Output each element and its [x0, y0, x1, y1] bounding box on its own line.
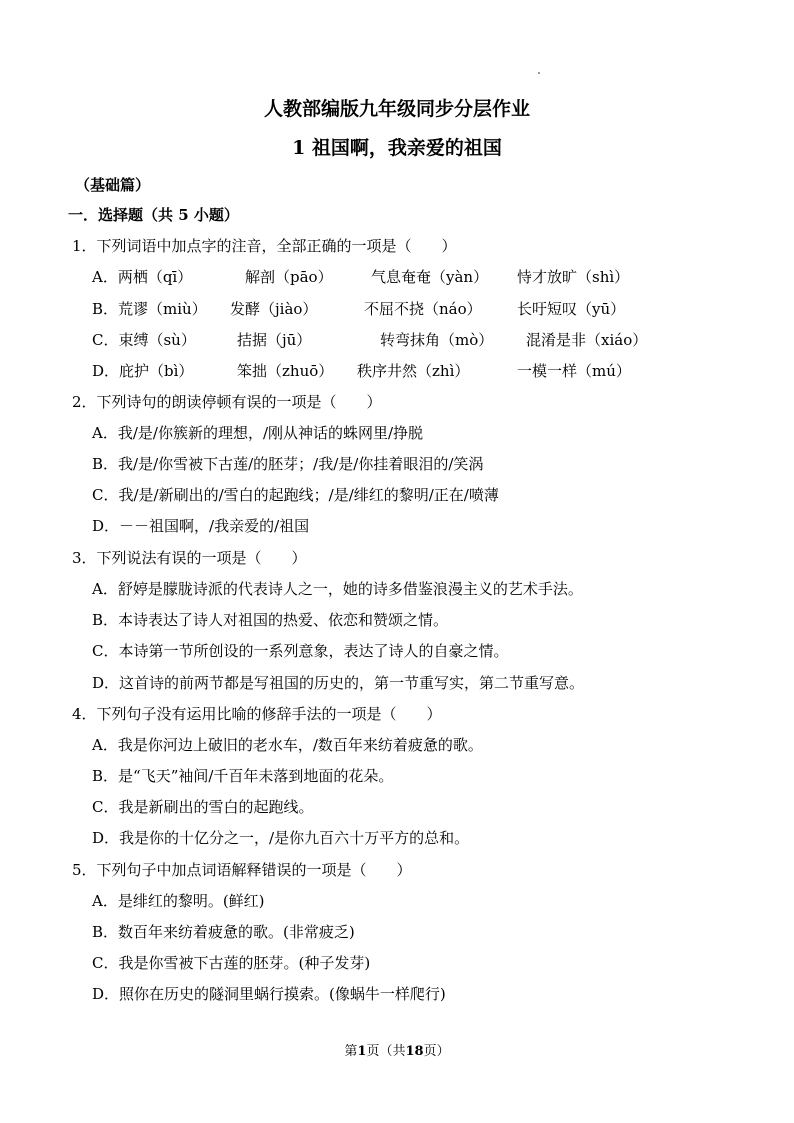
question-5-stem: 5．下列句子中加点词语解释错误的一项是（ ）	[72, 861, 412, 879]
option: B．荒谬（miù）	[92, 300, 207, 318]
question-3-stem: 3．下列说法有误的一项是（ ）	[72, 549, 307, 567]
scan-dot	[538, 72, 540, 74]
question-1-row-d	[92, 361, 692, 381]
question-3-option-d: D．这首诗的前两节都是写祖国的历史的，第一节重写实，第二节重写意。	[92, 674, 585, 692]
part-heading: 一．选择题（共 5 小题）	[68, 206, 239, 224]
option: 长吁短叹（yū）	[517, 300, 626, 318]
option: C．束缚（sù）	[92, 331, 196, 349]
question-4-option-b: B．是“飞天”袖间/千百年未落到地面的花朵。	[92, 767, 394, 785]
question-3-option-b: B．本诗表达了诗人对祖国的热爱、依恋和赞颂之情。	[92, 611, 449, 629]
option: 秩序井然（zhì）	[357, 362, 470, 380]
question-1-row-b	[92, 299, 692, 319]
document-title: 人教部编版九年级同步分层作业	[263, 98, 530, 120]
footer-mid: 页（共	[366, 1044, 406, 1059]
option: 一模一样（mú）	[517, 362, 631, 380]
option: 混淆是非（xiáo）	[526, 331, 648, 349]
question-4-option-c: C．我是新刷出的雪白的起跑线。	[92, 798, 314, 816]
question-3-option-a: A．舒婷是朦胧诗派的代表诗人之一，她的诗多借鉴浪漫主义的艺术手法。	[92, 580, 583, 598]
option: 拮据（jū）	[237, 331, 312, 349]
option: 恃才放旷（shì）	[517, 268, 630, 286]
question-2-option-b: B．我/是/你雪被下古莲/的胚芽；/我/是/你挂着眼泪的/笑涡	[92, 455, 484, 473]
page-footer	[0, 1043, 794, 1061]
option: 笨拙（zhuō）	[237, 362, 334, 380]
question-2-option-a: A．我/是/你簇新的理想，/刚从神话的蛛网里/挣脱	[92, 424, 424, 442]
page-number: 1	[357, 1044, 367, 1059]
question-4-option-a: A．我是你河边上破旧的老水车，/数百年来纺着疲惫的歌。	[92, 736, 483, 754]
question-1-stem: 1．下列词语中加点字的注音，全部正确的一项是（ ）	[72, 237, 457, 255]
option: 发酵（jiào）	[230, 300, 318, 318]
section-label: （基础篇）	[75, 176, 151, 194]
option: 气息奄奄（yàn）	[371, 268, 489, 286]
question-2-stem: 2．下列诗句的朗读停顿有误的一项是（ ）	[72, 393, 382, 411]
option: 解剖（pāo）	[245, 268, 333, 286]
question-1-row-c	[92, 330, 692, 350]
question-3-option-c: C．本诗第一节所创设的一系列意象，表达了诗人的自豪之情。	[92, 642, 509, 660]
option: D．庇护（bì）	[92, 362, 194, 380]
question-2-option-d: D．－－祖国啊，/我亲爱的/祖国	[92, 517, 310, 535]
question-4-stem: 4．下列句子没有运用比喻的修辞手法的一项是（ ）	[72, 705, 442, 723]
question-2-option-c: C．我/是/新刷出的/雪白的起跑线；/是/绯红的黎明/正在/喷薄	[92, 486, 499, 504]
footer-suffix: 页）	[423, 1044, 450, 1059]
lesson-title: 1 祖国啊，我亲爱的祖国	[292, 137, 502, 159]
question-5-option-a: A．是绯红的黎明。(鲜红)	[92, 892, 265, 910]
footer-prefix: 第	[344, 1044, 358, 1059]
question-5-option-c: C．我是你雪被下古莲的胚芽。(种子发芽)	[92, 954, 371, 972]
option: A．两栖（qī）	[92, 268, 193, 286]
total-pages: 18	[405, 1044, 424, 1059]
question-1-row-a	[92, 267, 692, 287]
option: 转弯抹角（mò）	[380, 331, 494, 349]
question-4-option-d: D．我是你的十亿分之一，/是你九百六十万平方的总和。	[92, 829, 470, 847]
option: 不屈不挠（náo）	[364, 300, 482, 318]
question-5-option-d: D．照你在历史的隧洞里蜗行摸索。(像蜗牛一样爬行)	[92, 985, 446, 1003]
question-5-option-b: B．数百年来纺着疲惫的歌。(非常疲乏)	[92, 923, 355, 941]
